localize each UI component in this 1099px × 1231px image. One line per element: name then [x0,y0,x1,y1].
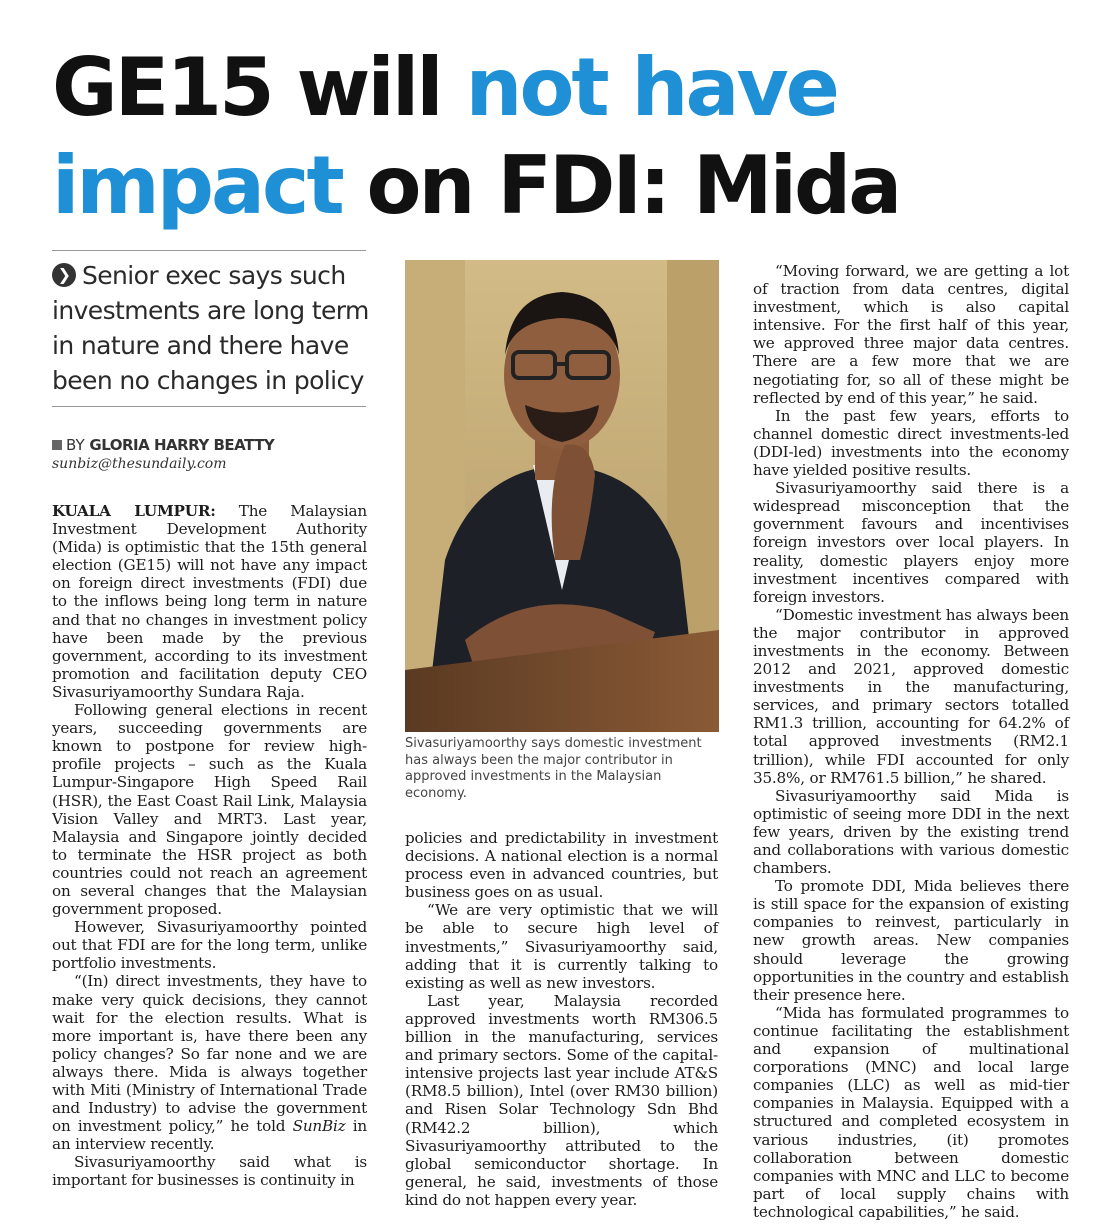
headline-blue-part: impact [52,139,342,232]
headline-blue-part: not have [465,41,837,134]
photo-caption: Sivasuriyamoorthy says domestic investment has always been the major contributor in approved investments in the Malaysian economy. [405,736,702,801]
paragraph: However, Sivasuriyamoorthy pointed out that FDI are for the long term, unlike portfolio investments. [52,918,367,973]
paragraph: To promote DDI, Mida believes there is still space for the expansion of existing companies to reinvest, particularly in new growth areas. New companies should leverage the growing opportunities in the country and establish their presence here. [753,877,1069,1004]
deck-top-rule [52,250,366,251]
paragraph: Last year, Malaysia recorded approved investments worth RM306.5 billion in the manufacturing, services and primary sectors. Some of the capital-intensive projects last year include AT&S (RM8.5 billion), Intel (over RM30 billion) and Risen Solar Technology Sdn Bhd (RM42.2 billion), which Sivasuriyamoorthy attributed to the global semiconductor shortage. In general, he said, investments of those kind do not happen every year. [405,991,718,1209]
byline-prefix: BY [66,436,85,454]
paragraph: In the past few years, efforts to channel domestic direct investments-led (DDI-led) investments into the economy have yielded positive results. [753,406,1069,480]
headline-black-part: on FDI: Mida [341,139,900,232]
paragraph: “Moving forward, we are getting a lot of traction from data centres, digital investment, which is also capital intensive. For the first half of this year, we approved three major data centres. There are a few more that we are negotiating for, so all of these might be reflected by end of this year,” he said. [753,262,1069,407]
paragraph: Sivasuriyamoorthy said what is important for businesses is continuity in [52,1153,367,1190]
article-column-3 [753,262,1069,1221]
headline-line-2 [52,140,899,232]
paragraph: Sivasuriyamoorthy said Mida is optimistic of seeing more DDI in the next few years, driven by the existing trend and collaborations with various domestic chambers. [753,786,1069,878]
paragraph: “(In) direct investments, they have to make very quick decisions, they cannot wait for the election results. What is more important is, have there been any policy changes? So far none and we are always there. Mida is always together with Miti (Ministry of International Trade and Industry) to advise the government on investment policy,” he told SunBiz in an interview recently. [52,972,367,1154]
portrait-illustration [405,260,719,732]
dateline: KUALA LUMPUR: [52,502,216,520]
paragraph: Following general elections in recent years, succeeding governments are known to postpone for review high-profile projects – such as the Kuala Lumpur-Singapore High Speed Rail (HSR), the East Coast Rail Link, Malaysia Vision Valley and MRT3. Last year, Malaysia and Singapore jointly decided to terminate the HSR project as both countries could not reach an agreement on several changes that the Malaysian government proposed. [52,701,367,919]
publication-name: SunBiz [292,1117,346,1136]
paragraph: policies and predictability in investment decisions. A national election is a normal process even in advanced countries, but business goes on as usual. [405,829,718,902]
square-icon [52,440,62,450]
arrow-right-circle-icon: ❯ [52,263,76,287]
headline-line-1 [52,42,837,134]
deck-bottom-rule [52,406,366,407]
article-column-2 [405,829,718,1209]
article-column-1 [52,502,367,1190]
deck [52,258,370,398]
paragraph: “Domestic investment has always been the major contributor in approved investments in the economy. Between 2012 and 2021, approved domestic investments in the manufacturing, services, and primary sectors totalled RM1.3 trillion, accounting for 64.2% of total approved investments (RM2.1 trillion), while FDI accounted for only 35.8%, or RM761.5 billion,” he shared. [753,605,1069,787]
byline-email: sunbiz@thesundaily.com [52,456,227,472]
paragraph: KUALA LUMPUR: The Malaysian Investment Development Authority (Mida) is optimistic that the 15th general election (GE15) will not have any impact on foreign direct investments (FDI) due to the inflows being long term in nature and that no changes in investment policy have been made by the previous government, according to its investment promotion and facilitation deputy CEO Sivasuriyamoorthy Sundara Raja. [52,502,367,701]
byline-author: GLORIA HARRY BEATTY [89,436,275,454]
headline-black-part: GE15 will [52,41,466,134]
article-photo [405,260,719,732]
paragraph: Sivasuriyamoorthy said there is a widespread misconception that the government favours and incentivises foreign investors over local players. In reality, domestic players enjoy more investment incentives compared with foreign investors. [753,479,1069,606]
deck-text: Senior exec says such investments are long term in nature and there have been no changes in policy [52,261,369,395]
paragraph: “Mida has formulated programmes to continue facilitating the establishment and expansion of multinational corporations (MNC) and local large companies (LLC) as well as mid-tier companies in Malaysia. Equipped with a structured and completed ecosystem in various industries, (it) promotes collaboration between domestic companies with MNC and LLC to become part of local supply chains with technological capabilities,” he said. [753,1003,1069,1221]
paragraph: “We are very optimistic that we will be able to secure high level of investments,” Sivasuriyamoorthy said, adding that it is currently talking to existing as well as new investors. [405,901,718,992]
byline [52,436,274,454]
